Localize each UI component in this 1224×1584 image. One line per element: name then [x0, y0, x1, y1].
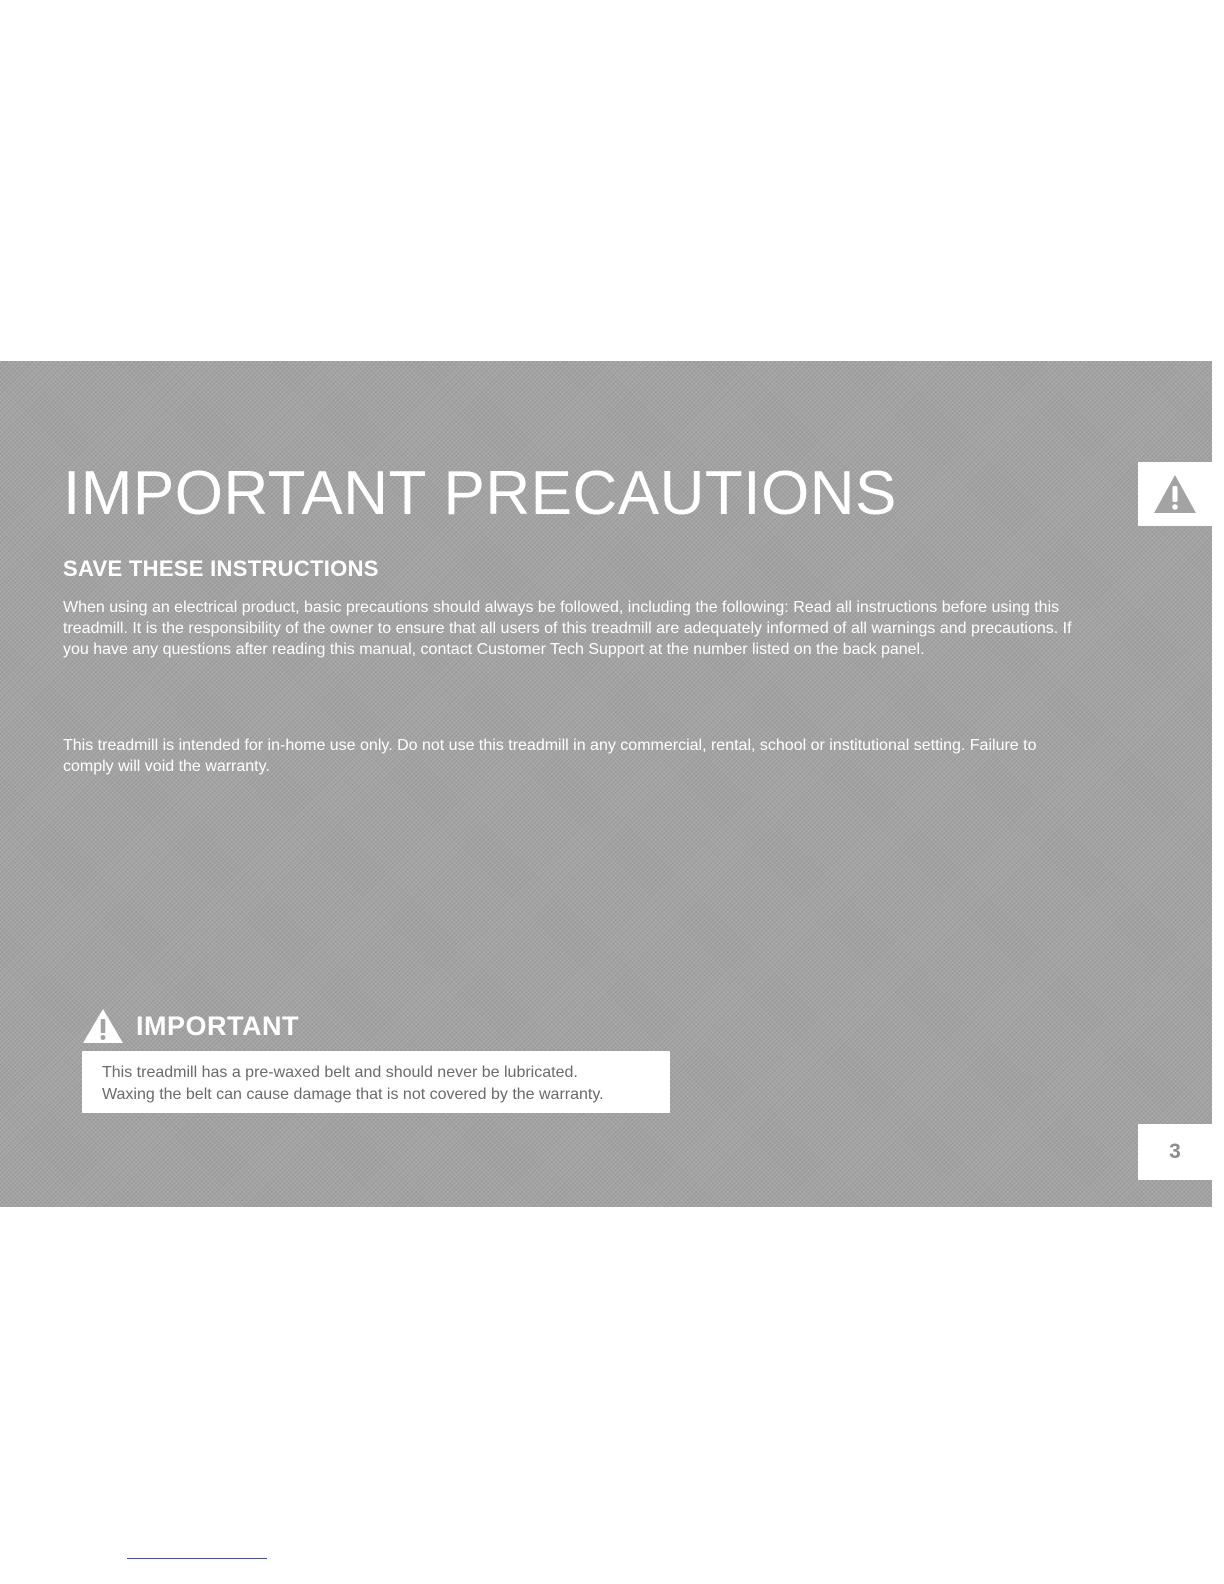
- important-label: IMPORTANT: [136, 1010, 299, 1041]
- warning-tab: [1138, 462, 1212, 526]
- page-number-tab: [1138, 1124, 1212, 1180]
- page-title: IMPORTANT PRECAUTIONS: [63, 459, 897, 528]
- instructions-paragraph: When using an electrical product, basic precautions should always be followed, including the following: Read all instructions before using this treadmill. It is the responsibility of the owner to ensure that all users of this treadmill are adequately informed of all warnings and precautions. If you have any questions after reading this manual, contact Customer Tech Support at the number listed on the back panel.: [63, 599, 1072, 658]
- important-notice-box: [82, 1051, 670, 1113]
- notice-line: Waxing the belt can cause damage that is not covered by the warranty.: [102, 1086, 604, 1103]
- warning-triangle-icon: [82, 1008, 124, 1044]
- notice-line: This treadmill has a pre-waxed belt and should never be lubricated.: [102, 1064, 578, 1081]
- footer-rule: [127, 1558, 267, 1559]
- page-number: 3: [1169, 1140, 1181, 1163]
- important-header: [82, 1008, 299, 1044]
- warning-triangle-icon: [1152, 473, 1198, 515]
- home-use-paragraph: This treadmill is intended for in-home use only. Do not use this treadmill in any commercial, rental, school or institutional setting. Failure to comply will void the warranty.: [63, 737, 1037, 775]
- section-heading: SAVE THESE INSTRUCTIONS: [63, 556, 379, 581]
